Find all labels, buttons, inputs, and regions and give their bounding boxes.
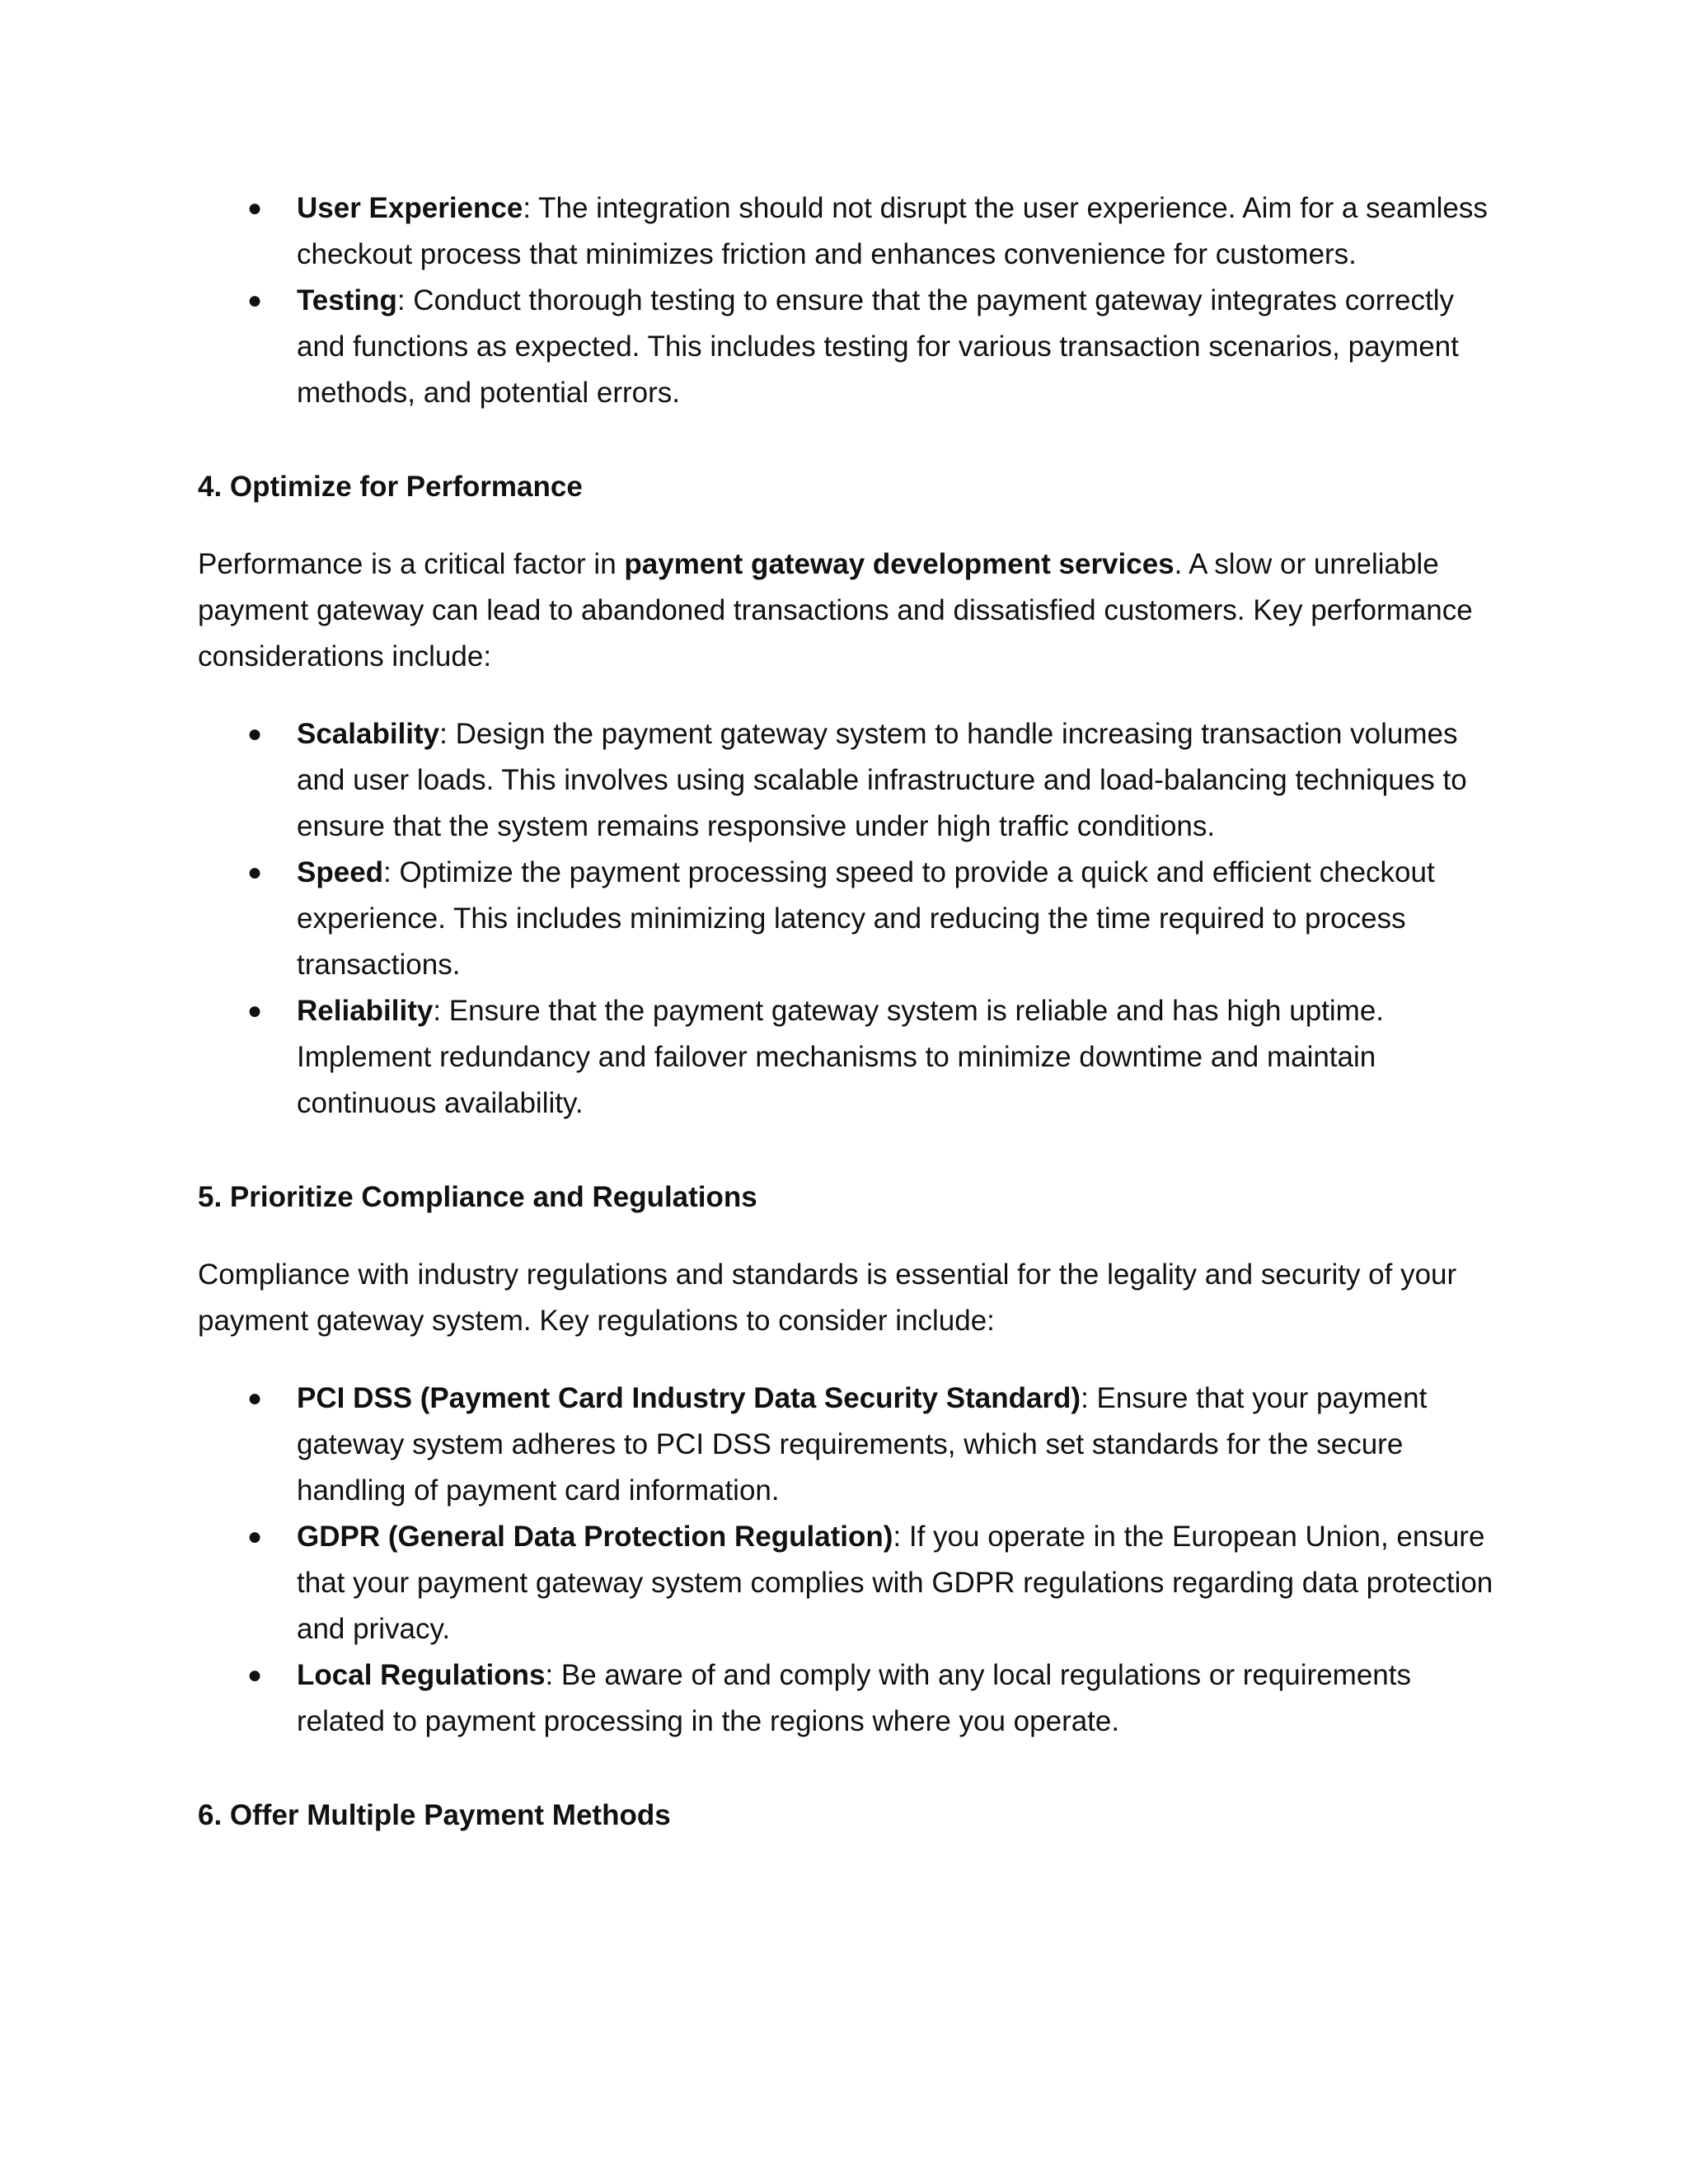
list-item-text: : Optimize the payment processing speed to provide a quick and efficient checkout experience. This includes minimizing latency and reducing the time required to process transactions. (297, 856, 1435, 981)
list-item-text: : If you operate in the European Union, ensure that your payment gateway system complies with GDPR regulations regarding data protection and privacy. (297, 1521, 1493, 1645)
list-item (198, 278, 1500, 416)
section-heading-4: 4. Optimize for Performance (198, 471, 583, 503)
list-item-term: User Experience (297, 192, 523, 224)
list-item-term: Reliability (297, 995, 434, 1027)
list-item-term: PCI DSS (Payment Card Industry Data Security Standard) (297, 1382, 1081, 1414)
list-item-text: : Ensure that your payment gateway system adheres to PCI DSS requirements, which set standards for the secure handling of payment card information. (297, 1382, 1428, 1507)
bullet-icon: ● (247, 194, 263, 222)
list-item-text: : Design the payment gateway system to handle increasing transaction volumes and user loads. This involves using scalable infrastructure and load-balancing techniques to ensure that the system remains responsive under high traffic conditions. (297, 718, 1467, 842)
list-item (198, 988, 1500, 1127)
list-item (198, 711, 1500, 850)
intro-text: . A slow or unreliable payment gateway can lead to abandoned transactions and dissatisfied customers. Key performance considerations include: (198, 548, 1473, 673)
list-item-term: GDPR (General Data Protection Regulation) (297, 1521, 893, 1553)
intro-text: Performance is a critical factor in (198, 548, 625, 580)
section-heading-6: 6. Offer Multiple Payment Methods (198, 1799, 671, 1831)
section-5-intro: Compliance with industry regulations and standards is essential for the legality and security of your payment gateway system. Key regulations to consider include: (198, 1258, 1457, 1337)
list-item-term: Scalability (297, 718, 440, 750)
list-item-text: : Ensure that the payment gateway system is reliable and has high uptime. Implement redundancy and failover mechanisms to minimize downtime and maintain continuous availability. (297, 995, 1385, 1119)
list-item (198, 1652, 1500, 1745)
list-item-text: : Conduct thorough testing to ensure that the payment gateway integrates correctly and functions as expected. This includes testing for various transaction scenarios, payment methods, and potential errors. (297, 284, 1459, 409)
list-item (198, 850, 1500, 988)
list-item (198, 185, 1500, 278)
section-4-intro (198, 541, 1500, 680)
document-body (198, 185, 1500, 1839)
list-item-term: Speed (297, 856, 384, 888)
bullet-icon: ● (247, 1661, 263, 1689)
list-item (198, 1376, 1500, 1514)
bullet-icon: ● (247, 859, 263, 886)
list-item-text: : The integration should not disrupt the user experience. Aim for a seamless checkout process that minimizes friction and enhances convenience for customers. (297, 192, 1488, 270)
list-item-term: Testing (297, 284, 397, 316)
bullet-list-performance (198, 711, 1500, 1127)
intro-bold-text: payment gateway development services (624, 548, 1175, 580)
bullet-icon: ● (247, 997, 263, 1024)
list-item-term: Local Regulations (297, 1659, 546, 1691)
bullet-list-integration (198, 185, 1500, 416)
list-item-text: : Be aware of and comply with any local regulations or requirements related to payment processing in the regions where you operate. (297, 1659, 1411, 1737)
bullet-icon: ● (247, 1523, 263, 1550)
bullet-icon: ● (247, 1385, 263, 1412)
bullet-list-compliance (198, 1376, 1500, 1745)
list-item (198, 1514, 1500, 1652)
bullet-icon: ● (247, 287, 263, 314)
bullet-icon: ● (247, 720, 263, 748)
section-heading-5: 5. Prioritize Compliance and Regulations (198, 1181, 757, 1213)
